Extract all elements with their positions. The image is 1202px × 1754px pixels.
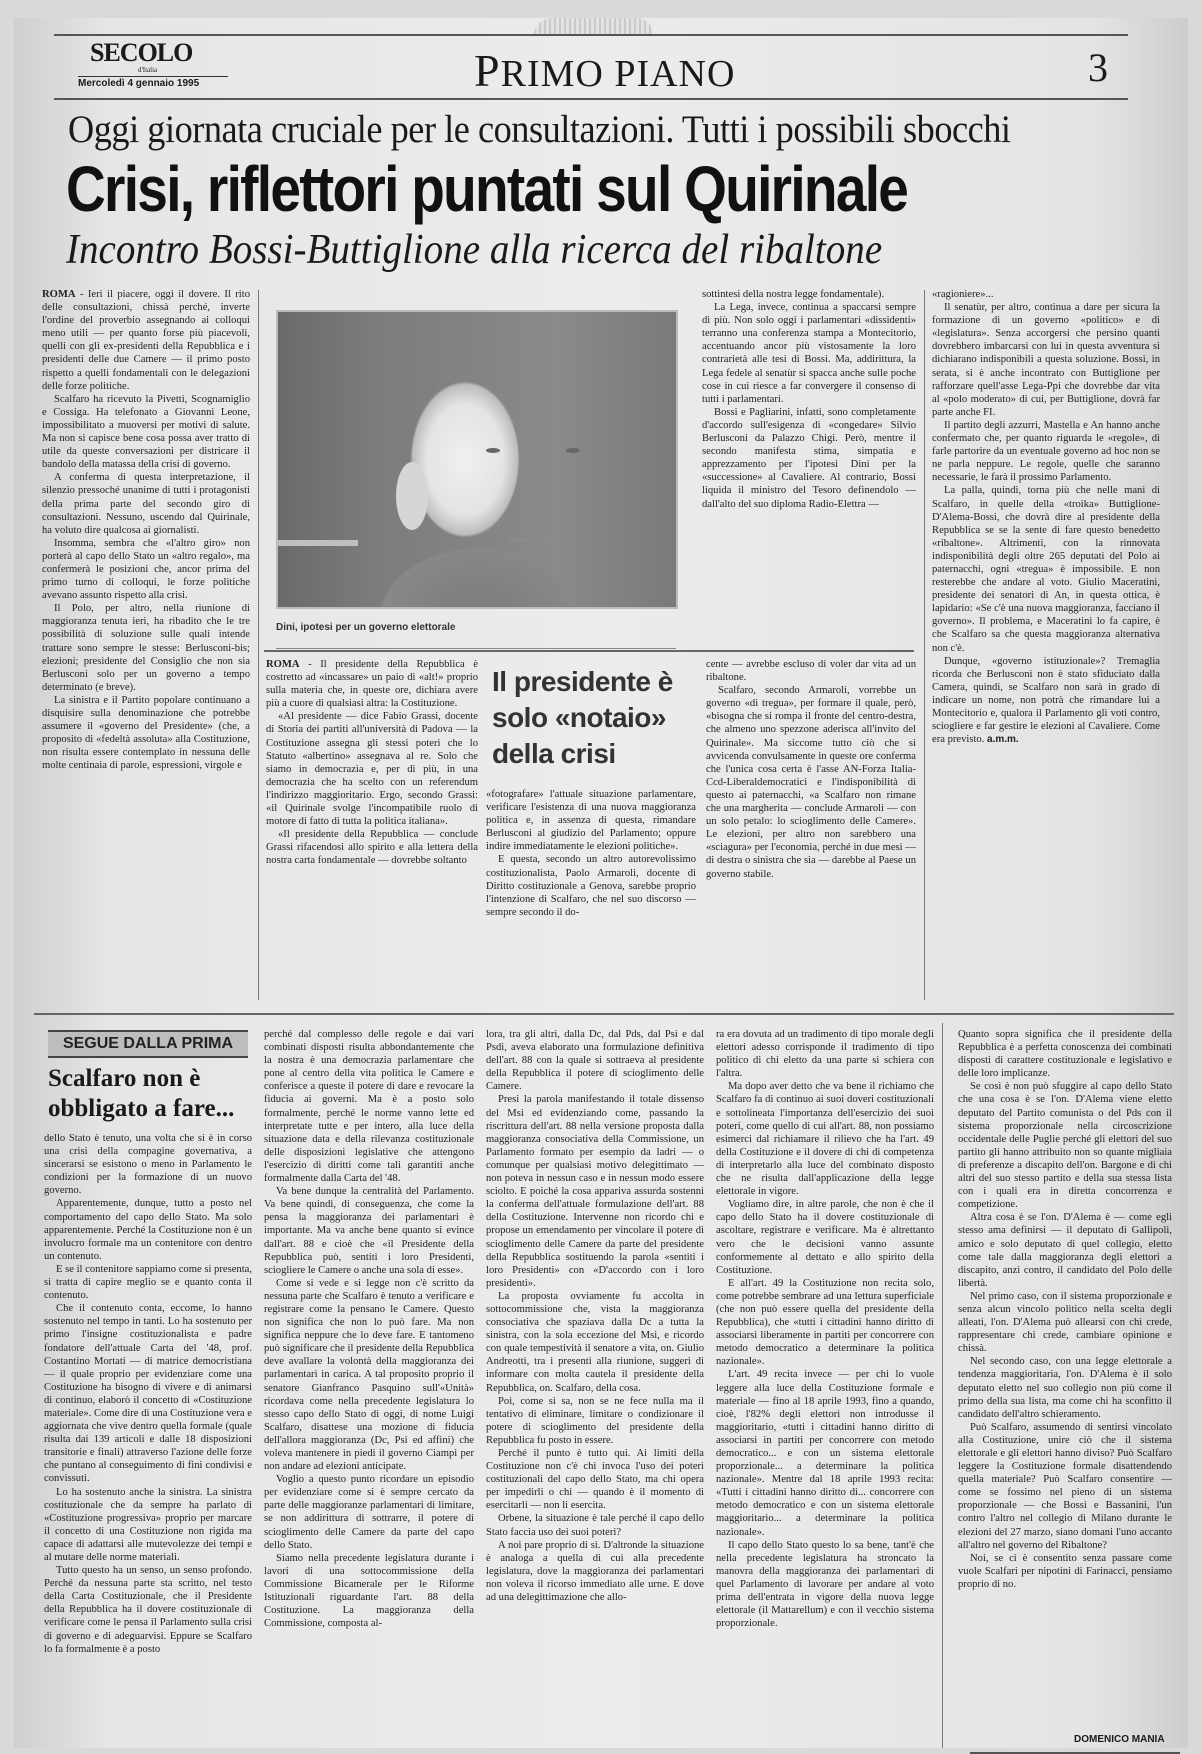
section-rule <box>34 1013 1174 1015</box>
section-title-initial: P <box>474 45 501 96</box>
paragraph: Orbene, la situazione è tale perché il capo dello Stato faccia uso dei suoi poteri? <box>486 1513 704 1538</box>
photo-caption: Dini, ipotesi per un governo elettorale <box>276 622 456 633</box>
author-byline: DOMENICO MANIA <box>1074 1734 1165 1745</box>
main-headline: Crisi, riflettori puntati sul Quirinale <box>66 153 908 225</box>
photo-detail <box>396 462 428 530</box>
paragraph: «ragioniere»... <box>932 289 994 300</box>
paragraph: Nel primo caso, con il sistema proporzionale e senza alcun vincolo politico nella scelta degli alleati, l'on. D'Alema può allearsi con chi crede, rappresentare chi crede, cambiare opinione e chissà. <box>958 1290 1172 1355</box>
continued-from-front-label: SEGUE DALLA PRIMA <box>48 1030 248 1058</box>
paragraph: Il partito degli azzurri, Mastella e An hanno anche confermato che, per quanto riguarda le «regole», di farle partorire da un eventuale governo ad hoc non se ne parla neppure. Le regole, quelle che saranno necessarie, le farà il prossimo Parlamento. <box>932 419 1160 484</box>
main-kicker: Oggi giornata cruciale per le consultazioni. Tutti i possibili sbocchi <box>68 108 1011 151</box>
side-story-column-c <box>706 658 916 1003</box>
photo-detail <box>508 538 566 542</box>
paragraph: Il Polo, per altro, nella riunione di maggioranza tenuta ieri, ha ribadito che le tre possibilità di soluzione sulle quali intende trattare sono sempre le stesse: Berlusconi-bis; elezioni; presidente del Consiglio che non sia Berlusconi solo per un governo a tempo determinato (e breve). <box>42 603 250 693</box>
main-story-column-4 <box>932 288 1160 1000</box>
section-rule <box>264 650 914 652</box>
byline-initials: a.m.m. <box>987 734 1019 746</box>
paragraph: Il capo dello Stato questo lo sa bene, tant'è che nella precedente legislatura ha stroncato la manovra della maggioranza dei parlamentari di quel Parlamento di lavorare per andare al voto prima dell'entrata in vigore della nuova legge elettorale (il Mattarellum) e con il vecchio sistema proporzionale. <box>716 1539 934 1630</box>
paragraph: Nel secondo caso, con una legge elettorale a tendenza maggioritaria, l'on. D'Alema è il solo deputato eletto nel suo collegio non più come il primo della sua lista, ma come chi ha sconfitto il candidato dell'altro schieramento. <box>958 1356 1172 1420</box>
paragraph: Siamo nella precedente legislatura durante i lavori di una sottocommissione della Commissione Bicamerale per le Riforme Istituzionali riguardante l'art. 88 della Costituzione. La maggioranza della Commissione, composta al- <box>264 1552 474 1630</box>
paragraph: «Al presidente — dice Fabio Grassi, docente di Storia dei partiti all'università di Padova — la Costituzione assegna gli stessi poteri che lo Statuto «albertino» assegnava al re. Solo che siamo in democrazia e, per di più, in una democrazia che ha scelto con un referendum l'indirizzo maggioritario. Ergo, secondo Grassi: «il Quirinale svolge l'incompatibile ruolo di motore di fatto di tutta la politica italiana». <box>266 711 478 828</box>
paragraph: ra era dovuta ad un tradimento di tipo morale degli elettori adesso corrisponde il tradimento di tipo politico di chi eletto da una parte si schiera con l'altra. <box>716 1029 934 1080</box>
continued-column-1 <box>44 1132 252 1746</box>
masthead-rule-bottom <box>54 98 1128 100</box>
paragraph: A conferma di questa interpretazione, il silenzio pressoché unanime di tutti i protagonisti della prima parte del secondo giro di consultazioni. Nessuno, uscendo dal Quirinale, ha voluto dire qualcosa ai giornalisti. <box>42 472 250 536</box>
paragraph: La proposta ovviamente fu accolta in sottocommissione che, vista la maggioranza consociativa che spaziava dalla Dc a tutta la sinistra, con la sola eccezione del Msi, e ricordo con quale tempestività il senatore a vita, on. Giulio Andreotti, tra i presenti alla riunione, suggerì di informare con molta cautela il presidente della Repubblica, on. Scalfaro, della cosa. <box>486 1290 704 1394</box>
paragraph: Voglio a questo punto ricordare un episodio per evidenziare come si è sempre cercato da parte delle maggioranze parlamentari di limitare, se non addirittura di sottrarre, il potere di scioglimento delle Camere da parte del capo dello Stato. <box>264 1474 474 1551</box>
paragraph: Come si vede e si legge non c'è scritto da nessuna parte che Scalfaro è tenuto a verificare e registrare come la pensano le Camere. Questo non significa che non lo può fare. Ma non significa neppure che lo deve fare. E tantomeno può significare che il presidente della Repubblica deve avallare la volontà della maggioranza dei parlamentari in carica. A tal proposito proprio il senatore Gianfranco Pasquino sull'«Unità» ricordava come nella precedente legislatura lo stesso capo dello Stato di oggi, di nome Luigi Scalfaro, disattese una mozione di fiducia dell'allora maggioranza (Dc, Psi ed affini) che voleva mantenere in piedi il governo Ciampi per non andare ad elezioni anticipate. <box>264 1277 474 1473</box>
paragraph: Quanto sopra significa che il presidente della Repubblica è a perfetta conoscenza dei combinati disposti di carattere costituzionale e legislativo e delle loro implicanze. <box>958 1029 1172 1080</box>
column-divider <box>942 1023 943 1748</box>
photo-detail <box>566 448 580 453</box>
paragraph: La sinistra e il Partito popolare continuano a disquisire sulla denominazione che potrebbe assumere il «governo del Presidente» (che, a proposito di «fedeltà assoluta» alla Costituzione, non risulta essere contemplato in nessuna delle molte centinaia di parole, espressioni, virgole e <box>42 694 250 772</box>
column-divider <box>924 290 925 1000</box>
paragraph: Apparentemente, dunque, tutto a posto nel comportamento del capo dello Stato. Ma solo apparentemente. Perché la Costituzione non è un involucro formale ma un contenitore con dentro un contenuto. <box>44 1198 252 1262</box>
dateline: ROMA <box>42 289 76 300</box>
paragraph: Insomma, sembra che «l'altro giro» non porterà al capo dello Stato un «altro regalo», ma confermerà le posizioni che, ancor prima del primo turno di colloqui, le forze politiche avevano assunto rispetto alla crisi. <box>42 537 250 602</box>
masthead-rule-top <box>54 34 1128 36</box>
paragraph: lora, tra gli altri, dalla Dc, dal Pds, dal Psi e dal Psdi, aveva elaborato una formulazione definitiva dell'art. 88 con la quale si sottraeva al presidente della Repubblica il potere di scioglimento delle Camere. <box>486 1029 704 1093</box>
side-story-column-b <box>486 788 696 1005</box>
photo-detail <box>486 448 500 453</box>
continued-column-5 <box>958 1028 1172 1728</box>
paragraph: Perché il punto è tutto qui. Ai limiti della Costituzione non c'è chi invoca l'uso dei poteri costituzionali del capo dello Stato, ma chi opera per impedirli o chi — quando è il momento di esercitarli — non li esercita. <box>486 1448 704 1512</box>
paragraph: dello Stato è tenuto, una volta che si è in corso una crisi della compagine governativa, a sincerarsi se esistono o meno in Parlamento le condizioni per la formazione di un nuovo governo. <box>44 1133 252 1197</box>
paragraph: «fotografare» l'attuale situazione parlamentare, verificare l'esistenza di una nuova maggioranza politica e, in assenza di questa, rimandare Berlusconi al giudizio del Parlamento; oppure indire immediatamente le elezioni politiche». <box>486 789 696 853</box>
paragraph: Va bene dunque la centralità del Parlamento. Va bene quindi, di conseguenza, che come la pensa la maggioranza dei parlamentari è importante. Ma va anche bene quanto si evince dall'art. 88 e cioè che «il Presidente della Repubblica può, sentiti i loro Presidenti, sciogliere le Camere o anche una sola di esse». <box>264 1186 474 1276</box>
paragraph: cente — avrebbe escluso di voler dar vita ad un ribaltone. <box>706 659 916 684</box>
main-story-column-1 <box>42 288 250 1008</box>
paragraph: A noi pare proprio di sì. D'altronde la situazione è analoga a quella di cui alla precedente legislatura, dove la maggioranza dei parlamentari non voleva il ricorso immediato alle urne. E dove ad una delegittimazione che allo- <box>486 1539 704 1604</box>
continued-column-3 <box>486 1028 704 1746</box>
paragraph: Dunque, «governo istituzionale»? Tremaglia ricorda che Berlusconi non è stato sfiduciato dalla Camera, quindi, se Scalfaro non sarà in grado di indicare un nome, non potrà che rimandare lui a Montecitorio e, qualora il Parlamento gli voti contro, sciogliere e far gestire le elezioni al Cavaliere. Come era previsto. a.m.m. <box>932 655 1160 746</box>
paragraph: perché dal complesso delle regole e dai vari combinati disposti risulta abbondantemente che la nostra è una democrazia parlamentare che pone al centro della vita politica le Camere e conferisce a queste il potere di dare e revocare la fiducia ai governi. Ma è a posto solo formalmente, perché le norme vanno lette ed interpretate tutte e per intero, alla luce della situazione data e della rilevanza costituzionale delle disposizioni legislative che attengono l'esercizio di diritti come tali garantiti anche formalmente dalla Carta del '48. <box>264 1029 474 1185</box>
paragraph: «Il presidente della Repubblica — conclude Grassi rifacendosi allo spirito e alla lettera della nostra carta fondamentale — dovrebbe soltanto <box>266 829 478 867</box>
paragraph: Che il contenuto conta, eccome, lo hanno sostenuto nel tempo in tanti. Lo ha sostenuto per primo l'insigne costituzionalista e padre fondatore dell'attuale Carta del '48, prof. Costantino Mortati — di matrice democristiana — il quale proprio per evidenziare come una Costituzione ha bisogno di vivere e di animarsi di continuo, elaborò il concetto di «Costituzione materiale». Come dire di una Costituzione vera e aggiornata che vive dentro quella formale (quale risulta dai 139 articoli e dalle 18 disposizioni transitorie e finali) attraverso l'azione delle forze che puntano al conseguimento di fini condivisi e convissuti. <box>44 1303 252 1485</box>
paragraph: Tutto questo ha un senso, un senso profondo. Perché da nessuna parte sta scritto, nel testo della Carta Costituzionale, che il Presidente della Repubblica ha il dovere costituzionale di verificare come le pensa il Parlamento sulla crisi di governo e di adeguarvisi. Eppure se Scalfaro lo fa formalmente è a posto <box>44 1565 252 1655</box>
paragraph: E se il contenitore sappiamo come si presenta, si tratta di capire meglio se e quanto conta il contenuto. <box>44 1263 252 1302</box>
column-divider <box>258 290 259 1000</box>
paragraph: Bossi e Pagliarini, infatti, sono completamente d'accordo sull'esigenza di «congedare» Silvio Berlusconi da Palazzo Chigi. Però, mentre il secondo manifesta stima, simpatia e apprezzamento per l'ipotesi Dini per la «successione» al Cavaliere. Al contrario, Bossi liquida il ministro del Tesoro definendolo — dall'alto del suo diploma Radio-Elettra — <box>702 406 916 510</box>
paragraph: E questa, secondo un altro autorevolissimo costituzionalista, Paolo Armaroli, docente di Diritto costituzionale a Genova, sarebbe proprio l'intenzione di Scalfaro, che nel suo discorso — sempre secondo il do- <box>486 854 696 918</box>
logo-subtitle: d'Italia <box>138 66 158 74</box>
paragraph: Poi, come si sa, non se ne fece nulla ma il tentativo di eliminare, limitare o condizionare il potere di scioglimento del presidente della Repubblica fu posto in essere. <box>486 1395 704 1446</box>
paragraph: Presi la parola manifestando il totale dissenso del Msi ed evidenziando come, passando la riscrittura dell'art. 88 nella versione proposta dalla maggioranza consociativa della Commissione, un Parlamento formato per esempio da ladri — o comunque per qualsiasi motivo delegittimato — non poteva in nessun caso e in nessun modo essere sciolto. E poiché la cosa appariva assurda sostenni la conferma dell'attuale formulazione dell'art. 88 della Costituzione. Intervenne non ricordo chi e propose un emendamento per vincolare il potere di scioglimento delle Camere da parte del presidente della Repubblica sostituendo la parola «sentiti i loro Presidenti» con «D'accordo con i loro presidenti». <box>486 1094 704 1289</box>
photo-dini-portrait <box>276 310 678 609</box>
paragraph: Ma dopo aver detto che va bene il richiamo che Scalfaro fa di continuo ai suoi doveri costituzionali e sottolineata l'importanza dell'esercizio dei suoi poteri, come quello di cui all'art. 88, non possiamo esimerci dal richiamare il rilievo che ha l'art. 49 della Costituzione e il dovere di chi di competenza di interpretarlo alla luce del combinato disposto che ne risulta dall'applicazione della legge elettorale in vigore. <box>716 1081 934 1198</box>
paragraph: Può Scalfaro, assumendo di sentirsi vincolato alla Costituzione, unire ciò che il sistema elettorale e gli elettori hanno diviso? Può Scalfaro leggere la Costituzione formale disattendendo quella materiale? Può Scalfaro consentire — come se fossimo nel pieno di un sistema proporzionale — che Bossi e Bassanini, l'un contro l'altro nel collegio di Milano durante le elezioni del 27 marzo, siano domani l'uno accanto all'altro nel governo del Ribaltone? <box>958 1421 1172 1551</box>
newspaper-page <box>14 18 1188 1748</box>
paragraph: sottintesi della nostra legge fondamentale). <box>702 289 885 300</box>
dateline: ROMA <box>266 659 300 670</box>
logo-name: SECOLO <box>90 38 193 67</box>
continued-column-4 <box>716 1028 934 1746</box>
paragraph: La palla, quindi, torna più che nelle mani di Scalfaro, in quelle della «troika» Buttiglione-D'Alema-Bossi, che dovrà dire al presidente della Repubblica se se la sente di fare questo benedetto «ribaltone». Altrimenti, con la rinnovata indisponibilità degli oltre 265 deputati del Polo ai paternacchi, ogni «tregua» è impossibile. E non resterebbe che andare al voto. Giulio Maceratini, presidente dei senatori di An, in questa ottica, è lapidario: «Se c'è una nuova maggioranza, facciano il governo». Il problema, e Maceratini lo fa capire, è che Scalfaro sa che questa maggioranza alternativa non c'è. <box>932 485 1160 654</box>
photo-detail <box>278 540 358 546</box>
section-title-rest: RIMO PIANO <box>500 53 736 95</box>
continued-story-title: Scalfaro non è obbligato a fare... <box>48 1065 235 1122</box>
paragraph: Vogliamo dire, in altre parole, che non è che il capo dello Stato ha il dovere costituzionale di ascoltare, registrare e verificare. Ma è altrettanto vero che le decisioni vanno assunte conformemente al dettato e allo spirito della Costituzione. <box>716 1199 934 1276</box>
paragraph: Lo ha sostenuto anche la sinistra. La sinistra costituzionale che da sempre ha parlato di «Costituzione progressiva» proprio per marcare il concetto di una Costituzione non rigida ma capace di adattarsi alle mutevolezze dei tempi e al mutare delle norme materiali. <box>44 1486 252 1563</box>
paragraph: Noi, se ci è consentito senza passare come vuole Scalfari per nipotini di Farinacci, pensiamo proprio di no. <box>958 1552 1172 1590</box>
side-story-headline: Il presidente è solo «notaio» della crisi <box>492 666 673 769</box>
side-story-column-a <box>266 658 478 1003</box>
paragraph: Scalfaro ha ricevuto la Pivetti, Scognamiglio e Cossiga. Ha telefonato a Giovanni Leone, impossibilitato a muoversi per motivi di salute. Ma non si capisce bene cosa possa aver tratto di utile da queste conversazioni per districare il bandolo della matassa della crisi di governo. <box>42 393 250 471</box>
issue-date: Mercoledì 4 gennaio 1995 <box>78 76 228 90</box>
newspaper-logo <box>78 40 228 90</box>
paragraph: E all'art. 49 la Costituzione non recita solo, come potrebbe sembrare ad una lettura superficiale (che non può essere quella del presidente della Repubblica), che «tutti i cittadini hanno diritto di associarsi liberamente in partiti per concorrere con metodo democratico a determinare la politica nazionale». <box>716 1277 934 1368</box>
paragraph: ROMA - Il presidente della Repubblica è costretto ad «incassare» un paio di «alt!» proprio sulla materia che, in queste ore, dichiara avere più a cuore di qualsiasi altra: la Costituzione. <box>266 659 478 710</box>
main-subhead: Incontro Bossi-Buttiglione alla ricerca del ribaltone <box>66 227 883 273</box>
paragraph: ROMA - Ieri il piacere, oggi il dovere. Il rito delle consultazioni, chissà perché, inverte l'ordine del proverbio assegnando ai colloqui meno utili — per quanto forse più piacevoli, quelli con gli ex-presidenti della Repubblica e i presidenti delle due Camere — il primo posto rispetto a quelli fondamentali con le delegazioni delle forze politiche. <box>42 289 250 392</box>
paragraph: Altra cosa è se l'on. D'Alema è — come egli stesso ama definirsi — il deputato di Gallipoli, amico e solo deputato di quel collegio, eletto come tale dalla maggioranza degli elettori a discapito, anzi contro, il candidato del Polo delle libertà. <box>958 1212 1172 1289</box>
section-title <box>474 45 736 97</box>
paragraph: Scalfaro, secondo Armaroli, vorrebbe un governo «di tregua», per formare il quale, però, «bisogna che si rompa il fronte del centro-destra, che almeno uno spezzone aderisca all'invito del Quirinale». Ma siccome tutto ciò che si avvicenda convulsamente in queste ore conferma che l'unica cosa certa è l'asse AN-Forza Italia-Ccd-Liberaldemocratici e l'indisponibilità di questo ai paternacchi, «a Scalfaro non rimane che una margherita — conclude Armaroli — con un solo petalo: lo scioglimento delle Camere». Le elezioni, per altro non sarebbero una «sciagura» per l'economia, perché in due mesi — di destra o sinistra che sia — darebbe al Paese un governo stabile. <box>706 685 916 880</box>
paragraph: Il senatùr, per altro, continua a dare per sicura la formazione di un governo «politico» e di «legislatura». Senza accorgersi che persino quanti dovrebbero imbarcarsi con lui in questa avventura si dichiarano indisponibili a questa soluzione. Bossi, in serata, si è anche incontrato con Buttiglione per rafforzare quell'asse Lega-Ppi che dovrebbe dar vita al «polo moderato» di cui, per Buttiglione, dovrà far parte anche FI. <box>932 302 1160 418</box>
paragraph: Se così è non può sfuggire al capo dello Stato che una cosa è se l'on. D'Alema viene eletto deputato del Partito comunista o del Pds con il sistema proporzionale nella circoscrizione occidentale delle Puglie perché gli elettori del suo partito gli hanno attribuito non so quante migliaia di preferenze a discapito dell'on. Bargone e di chi altri del suo stesso partito e della sua stessa lista con i quali era in diretta concorrenza e competizione. <box>958 1081 1172 1211</box>
page-number: 3 <box>1088 45 1108 90</box>
continued-column-2 <box>264 1028 474 1746</box>
paragraph: L'art. 49 recita invece — per chi lo vuole leggere alla luce della Costituzione formale e materiale — fino al 18 aprile 1993, fino a quando, cioè, l'82% degli elettori non introdusse il maggioritario, «tutti i cittadini hanno diritto di associarsi in partiti per concorrere con metodo democratico... e con un sistema elettorale proporzionale... a determinare la politica nazionale». Mentre dal 18 aprile 1993 recita: «Tutti i cittadini hanno diritto di... concorrere con metodo democratico e con un sistema elettorale maggioritario... a determinare la politica nazionale». <box>716 1369 934 1538</box>
paragraph: La Lega, invece, continua a spaccarsi sempre di più. Non solo oggi i parlamentari «dissidenti» terranno una conferenza stampa a Montecitorio, accentuando ancor più vistosamente la loro contrarietà alle tesi di Bossi. Ma, addirittura, la Lega fedele al senatùr si spacca anche sulle poche cose in cui riesce a far convergere il consenso di tutti i parlamentari. <box>702 302 916 405</box>
main-story-column-3 <box>702 288 916 643</box>
